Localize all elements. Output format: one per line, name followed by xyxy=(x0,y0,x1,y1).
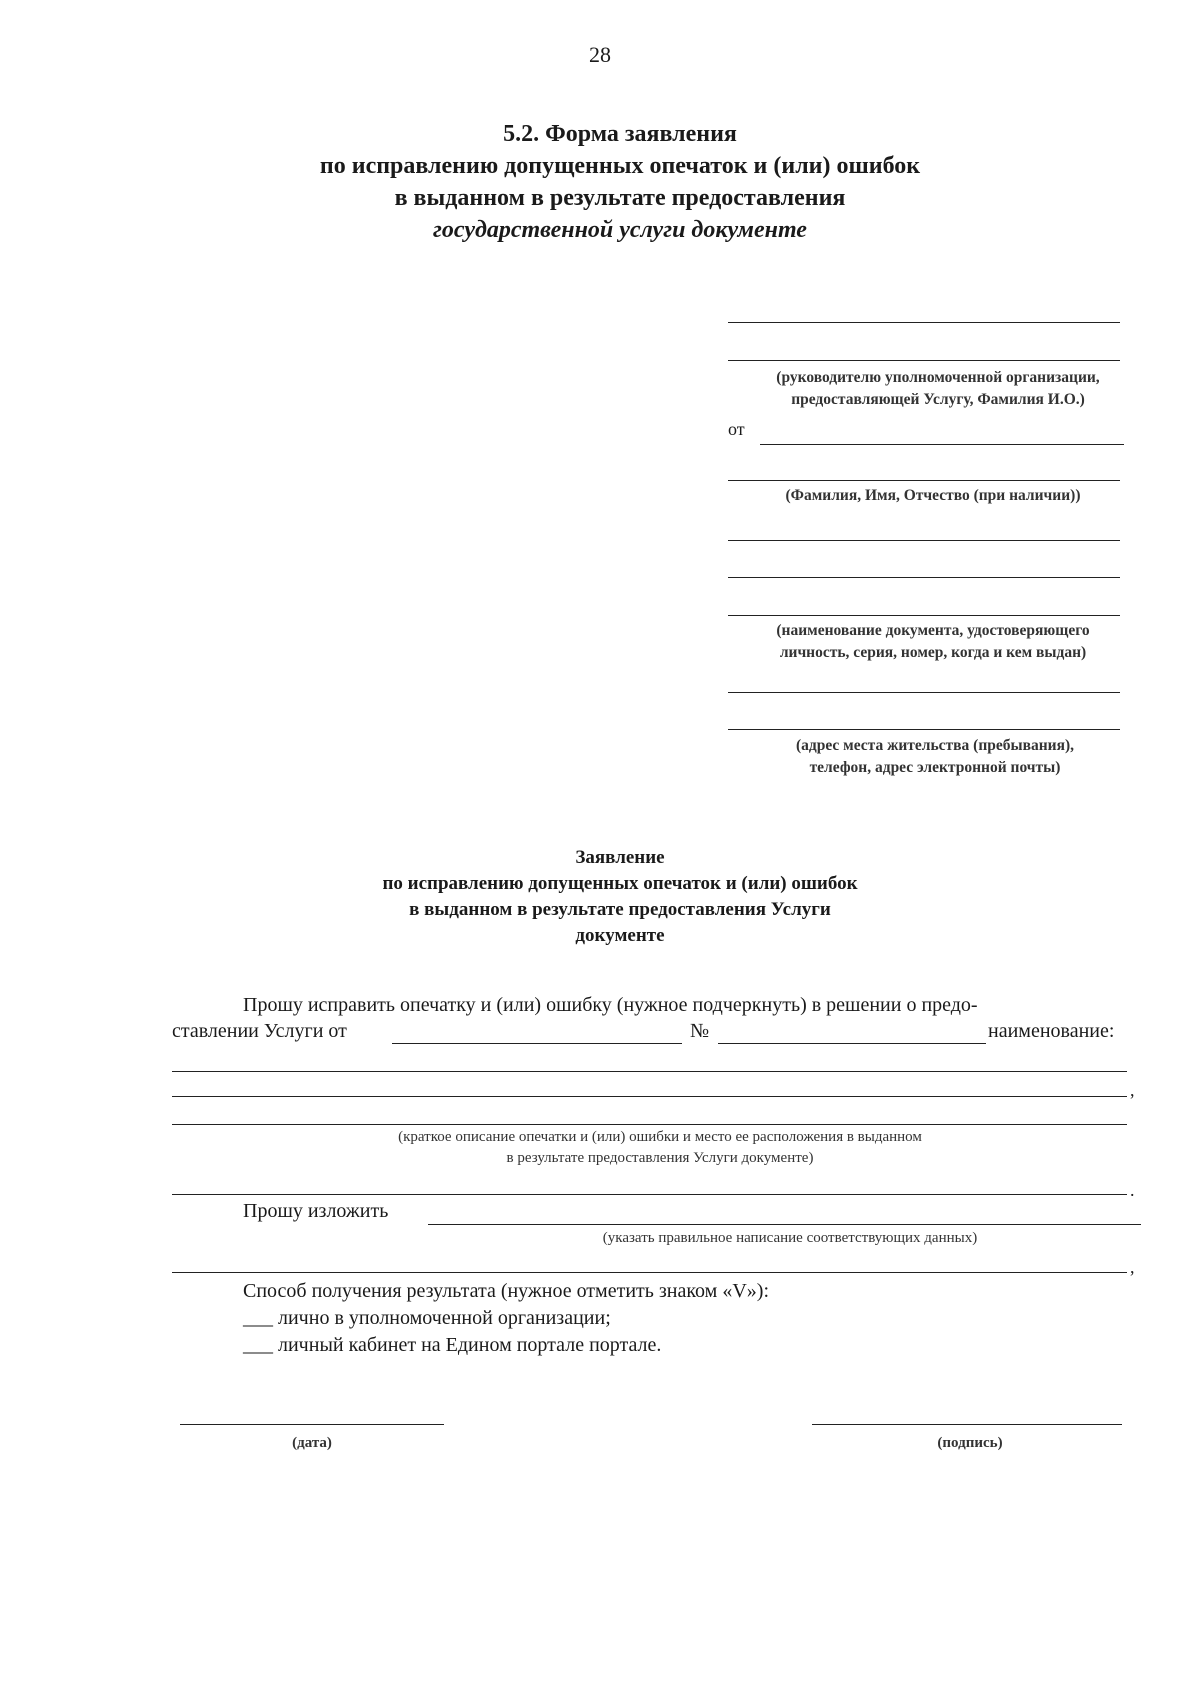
address-line-1[interactable] xyxy=(728,692,1120,693)
from-line[interactable] xyxy=(760,444,1124,445)
form-title-line-2: по исправлению допущенных опечаток и (или) ошибок xyxy=(319,153,921,179)
addressee-head-line-1[interactable] xyxy=(728,322,1120,323)
form-title-line-3: в выданном в результате предоставления xyxy=(394,185,846,211)
application-heading-line-1: Заявление xyxy=(575,847,665,868)
description-line-2[interactable] xyxy=(172,1096,1127,1097)
application-heading-line-3: в выданном в результате предоставления Услуги xyxy=(409,899,831,920)
address-line-2[interactable] xyxy=(728,729,1120,730)
addressee-head-line-2[interactable] xyxy=(728,360,1120,361)
address-caption-2: телефон, адрес электронной почты) xyxy=(809,759,1061,776)
description-caption-1: (краткое описание опечатки и (или) ошибки и место ее расположения в выданном xyxy=(398,1129,922,1145)
addressee-head-caption xyxy=(728,367,1148,411)
state-label: Прошу изложить xyxy=(243,1200,389,1222)
address-caption-1: (адрес места жительства (пребывания), xyxy=(795,737,1075,754)
addressee-head-caption-2: предоставляющей Услугу, Фамилия И.О.) xyxy=(791,391,1085,408)
number-sign: № xyxy=(690,1020,710,1042)
correct-data-comma: , xyxy=(1130,1257,1135,1277)
date-caption: (дата) xyxy=(292,1435,332,1451)
option-personal-account[interactable]: ___ личный кабинет на Едином портале портале. xyxy=(243,1334,662,1356)
correct-data-line-1[interactable] xyxy=(428,1224,1141,1225)
form-title-line-1: 5.2. Форма заявления xyxy=(503,121,737,147)
fio-line[interactable] xyxy=(728,480,1120,481)
description-line-4[interactable] xyxy=(172,1194,1127,1195)
request-text-line-1: Прошу исправить опечатку и (или) ошибку (нужное подчеркнуть) в решении о предо- xyxy=(243,994,978,1016)
id-doc-caption-1: (наименование документа, удостоверяющего xyxy=(776,622,1090,639)
description-dot: . xyxy=(1130,1180,1135,1200)
description-caption-2: в результате предоставления Услуги документе) xyxy=(506,1150,814,1166)
id-doc-caption-2: личность, серия, номер, когда и кем выдан) xyxy=(779,644,1087,661)
decision-number-line[interactable] xyxy=(718,1043,986,1044)
correct-data-caption: (указать правильное написание соответствующих данных) xyxy=(602,1230,978,1246)
address-caption xyxy=(740,735,1130,779)
option-in-person[interactable]: ___ лично в уполномоченной организации; xyxy=(243,1307,611,1329)
description-line-1[interactable] xyxy=(172,1071,1127,1072)
correct-data-line-2[interactable] xyxy=(172,1272,1127,1273)
id-doc-caption xyxy=(728,620,1138,664)
id-doc-line-3[interactable] xyxy=(728,615,1120,616)
name-label: наименование: xyxy=(988,1020,1115,1042)
decision-date-line[interactable] xyxy=(392,1043,682,1044)
description-caption xyxy=(260,1127,1060,1169)
form-title-line-4: государственной услуги документе xyxy=(433,217,807,243)
application-heading xyxy=(200,845,1040,949)
request-text-line-2: ставлении Услуги от xyxy=(172,1020,347,1042)
date-line[interactable] xyxy=(180,1424,444,1425)
signature-line[interactable] xyxy=(812,1424,1122,1425)
method-label: Способ получения результата (нужное отметить знаком «V»): xyxy=(243,1280,769,1302)
id-doc-line-2[interactable] xyxy=(728,577,1120,578)
fio-caption: (Фамилия, Имя, Отчество (при наличии)) xyxy=(785,487,1081,504)
description-comma: , xyxy=(1130,1080,1135,1100)
addressee-head-caption-1: (руководителю уполномоченной организации, xyxy=(776,369,1100,386)
form-title xyxy=(150,118,1090,246)
application-heading-line-2: по исправлению допущенных опечаток и (или) ошибок xyxy=(382,873,858,894)
id-doc-line-1[interactable] xyxy=(728,540,1120,541)
from-label: от xyxy=(728,419,745,439)
description-line-3[interactable] xyxy=(172,1124,1127,1125)
application-heading-line-4: документе xyxy=(575,925,665,946)
signature-caption: (подпись) xyxy=(937,1435,1003,1451)
page-number: 28 xyxy=(589,42,611,67)
